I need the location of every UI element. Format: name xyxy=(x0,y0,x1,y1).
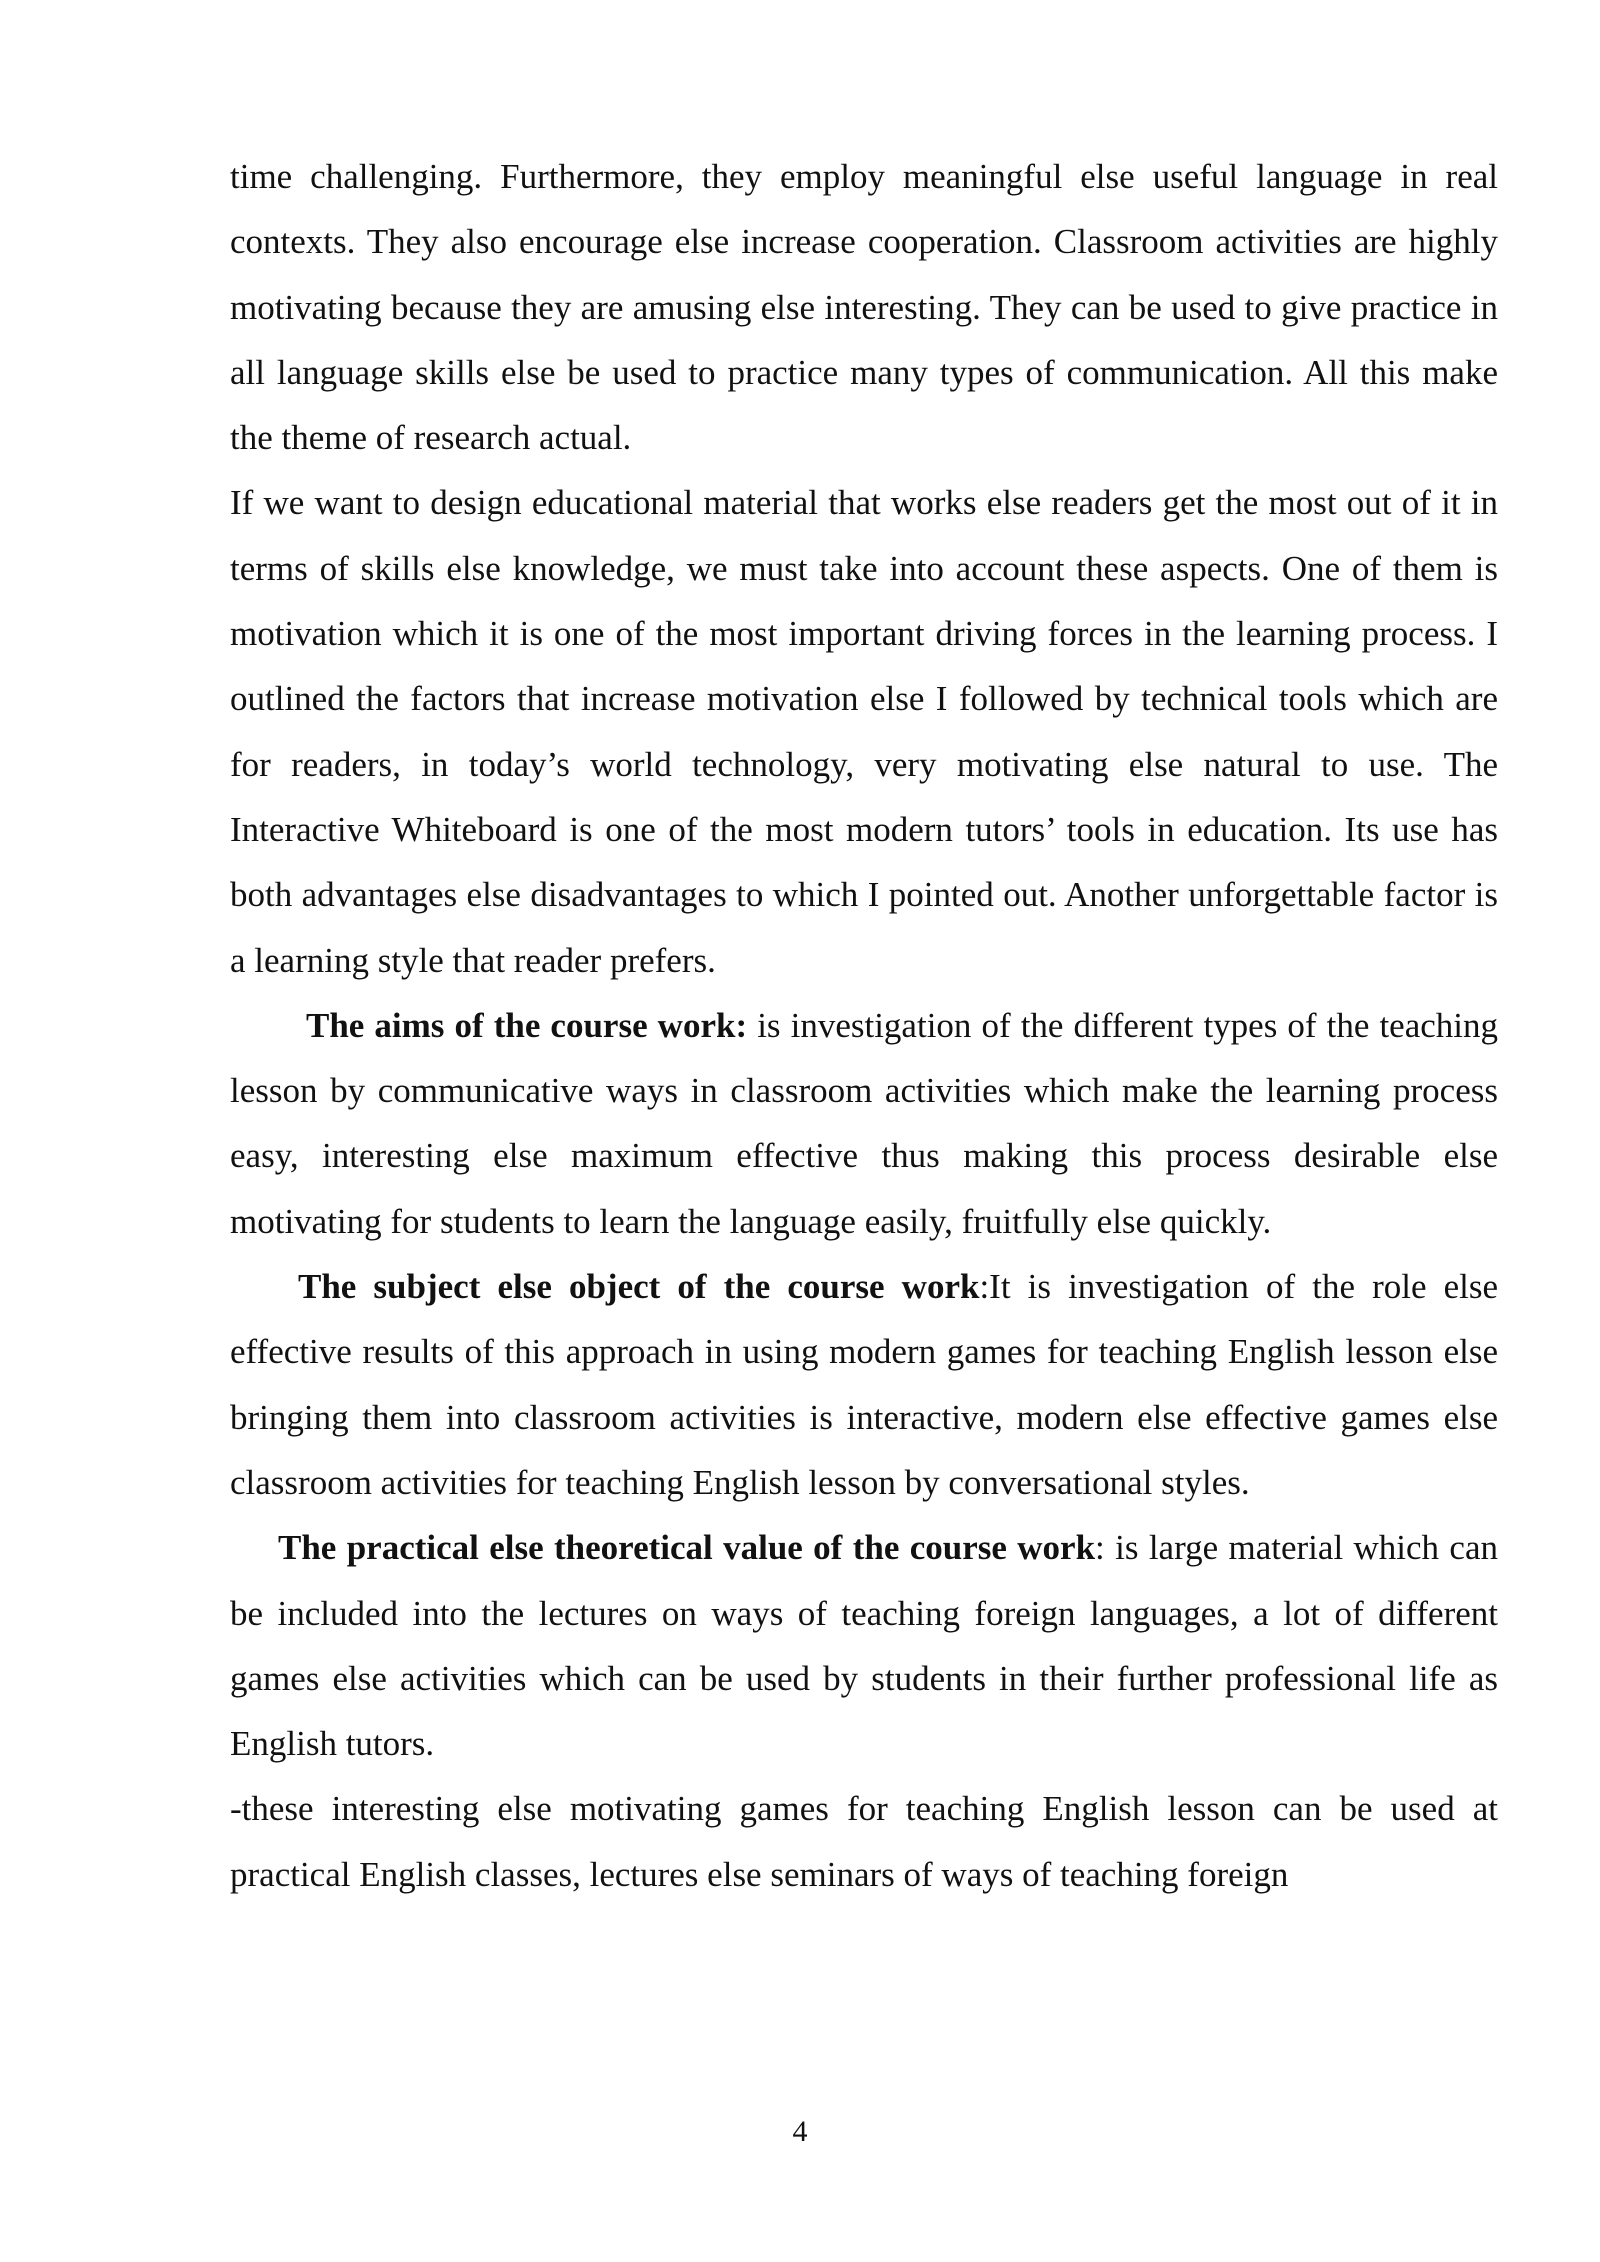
paragraph-games-usage xyxy=(230,1776,1498,1907)
paragraph-aims xyxy=(230,993,1498,1254)
paragraph-lead: The subject else object of the course work xyxy=(298,1267,980,1307)
page-number: 4 xyxy=(792,2115,808,2148)
paragraph-text: If we want to design educational material that works else readers get the most out of it in terms of skills else knowledge, we must take into account these aspects. One of them is motivation which it is one of the most important driving forces in the learning process. I outlined the factors that increase motivation else I followed by technical tools which are for readers, in today’s world technology, very motivating else natural to use. The Interactive Whiteboard is one of the most modern tutors’ tools in education. Its use has both advantages else disadvantages to which I pointed out. Another unforgettable factor is a learning style that reader prefers. xyxy=(230,483,1498,980)
paragraph-motivation xyxy=(230,470,1498,992)
paragraph-intro-continuation xyxy=(230,144,1498,470)
paragraph-practical-value xyxy=(230,1515,1498,1776)
paragraph-text: is investigation of the different types of the teaching lesson by communicative ways in classroom activities which make the learning process easy, interesting else maximum effective thus making this process desirable else motivating for students to learn the language easily, fruitfully else quickly. xyxy=(230,1005,1498,1241)
paragraph-lead: The practical else theoretical value of the course work xyxy=(278,1528,1096,1568)
paragraph-text: time challenging. Furthermore, they employ meaningful else useful language in real contexts. They also encourage else increase cooperation. Classroom activities are highly motivating because they are amusing else interesting. They can be used to give practice in all language skills else be used to practice many types of communication. All this make the theme of research actual. xyxy=(230,157,1498,458)
paragraph-text: -these interesting else motivating games for teaching English lesson can be used at practical English classes, lectures else seminars of ways of teaching foreign xyxy=(230,1789,1498,1894)
paragraph-subject-object xyxy=(230,1254,1498,1515)
paragraph-text: :It is investigation of the role else effective results of this approach in using modern games for teaching English lesson else bringing them into classroom activities is interactive, modern else effective games else classroom activities for teaching English lesson by conversational styles. xyxy=(230,1267,1498,1502)
paragraph-lead: The aims of the course work: xyxy=(306,1005,748,1045)
paragraph-text: : is large material which can be included into the lectures on ways of teaching foreign languages, a lot of different games else activities which can be used by students in their further professional life as English tutors. xyxy=(230,1528,1498,1764)
document-body xyxy=(230,144,1498,1907)
